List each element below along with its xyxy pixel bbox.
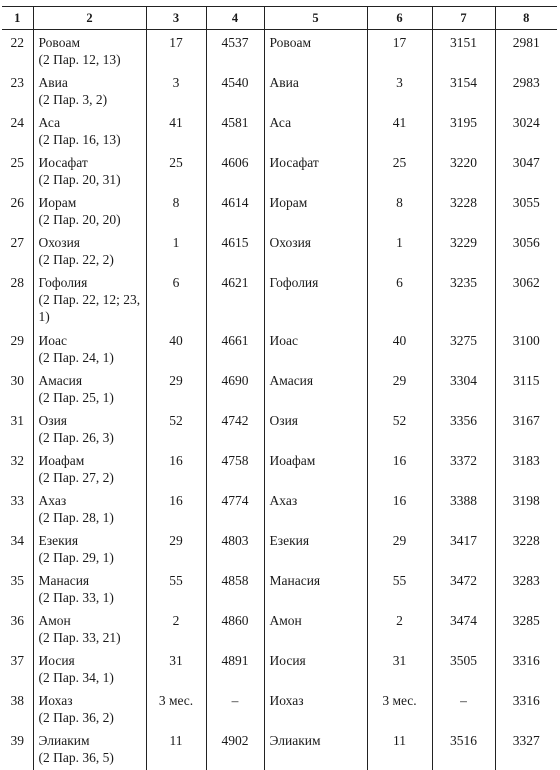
year-c: 3183 (495, 450, 557, 490)
row-number: 36 (2, 610, 33, 650)
king-name: Езекия (39, 533, 79, 548)
year-a: 4891 (206, 650, 264, 690)
year-b: – (432, 690, 495, 730)
reign-years-b: 55 (367, 570, 432, 610)
scripture-reference: (2 Пар. 36, 5) (39, 749, 143, 766)
year-b: 3472 (432, 570, 495, 610)
year-b: 3154 (432, 72, 495, 112)
reign-years-a: 16 (146, 450, 206, 490)
year-b: 3151 (432, 30, 495, 73)
year-b: 3220 (432, 152, 495, 192)
year-c: 3228 (495, 530, 557, 570)
column-header-5: 5 (264, 7, 367, 30)
column-header-2: 2 (33, 7, 146, 30)
scripture-reference: (2 Пар. 22, 12; 23, 1) (39, 291, 143, 325)
table-row (2, 192, 557, 232)
year-a: 4581 (206, 112, 264, 152)
table-row (2, 272, 557, 330)
year-b: 3275 (432, 330, 495, 370)
table-row (2, 650, 557, 690)
scripture-reference: (2 Пар. 24, 1) (39, 349, 143, 366)
king-name: Аса (39, 115, 61, 130)
table-row (2, 730, 557, 770)
row-number: 29 (2, 330, 33, 370)
king-name-b: Иорам (264, 192, 367, 232)
king-name-b: Озия (264, 410, 367, 450)
scripture-reference: (2 Пар. 28, 1) (39, 509, 143, 526)
king-name: Иосия (39, 653, 75, 668)
reign-years-a: 8 (146, 192, 206, 232)
year-b: 3516 (432, 730, 495, 770)
king-name-cell (33, 690, 146, 730)
reign-years-a: 6 (146, 272, 206, 330)
column-header-7: 7 (432, 7, 495, 30)
king-name-b: Амон (264, 610, 367, 650)
king-name-cell (33, 112, 146, 152)
reign-years-a: 2 (146, 610, 206, 650)
reign-years-b: 31 (367, 650, 432, 690)
reign-years-b: 29 (367, 530, 432, 570)
scripture-reference: (2 Пар. 33, 1) (39, 589, 143, 606)
king-name-b: Езекия (264, 530, 367, 570)
king-name: Озия (39, 413, 68, 428)
reign-years-b: 8 (367, 192, 432, 232)
scripture-reference: (2 Пар. 22, 2) (39, 251, 143, 268)
king-name: Ахаз (39, 493, 67, 508)
king-name-cell (33, 370, 146, 410)
king-name-cell (33, 152, 146, 192)
row-number: 39 (2, 730, 33, 770)
row-number: 33 (2, 490, 33, 530)
king-name: Иохаз (39, 693, 73, 708)
year-c: 3062 (495, 272, 557, 330)
row-number: 28 (2, 272, 33, 330)
column-header-3: 3 (146, 7, 206, 30)
king-name-b: Иоафам (264, 450, 367, 490)
king-name-cell (33, 490, 146, 530)
scripture-reference: (2 Пар. 29, 1) (39, 549, 143, 566)
king-name-cell (33, 610, 146, 650)
king-name: Авиа (39, 75, 68, 90)
scripture-reference: (2 Пар. 12, 13) (39, 51, 143, 68)
king-name-b: Аса (264, 112, 367, 152)
year-b: 3228 (432, 192, 495, 232)
king-name: Иоас (39, 333, 67, 348)
scripture-reference: (2 Пар. 20, 20) (39, 211, 143, 228)
year-a: – (206, 690, 264, 730)
year-a: 4758 (206, 450, 264, 490)
reign-years-b: 40 (367, 330, 432, 370)
reign-years-b: 29 (367, 370, 432, 410)
king-name-b: Манасия (264, 570, 367, 610)
table-row (2, 152, 557, 192)
scripture-reference: (2 Пар. 27, 2) (39, 469, 143, 486)
year-c: 3024 (495, 112, 557, 152)
year-c: 2981 (495, 30, 557, 73)
column-header-4: 4 (206, 7, 264, 30)
column-header-1: 1 (2, 7, 33, 30)
row-number: 35 (2, 570, 33, 610)
scripture-reference: (2 Пар. 36, 2) (39, 709, 143, 726)
king-name: Элиаким (39, 733, 90, 748)
header-row (2, 7, 557, 30)
year-b: 3304 (432, 370, 495, 410)
scripture-reference: (2 Пар. 20, 31) (39, 171, 143, 188)
scripture-reference: (2 Пар. 16, 13) (39, 131, 143, 148)
reign-years-a: 55 (146, 570, 206, 610)
row-number: 27 (2, 232, 33, 272)
row-number: 26 (2, 192, 33, 232)
year-b: 3356 (432, 410, 495, 450)
table-body (2, 30, 557, 770)
reign-years-a: 52 (146, 410, 206, 450)
king-name-b: Иохаз (264, 690, 367, 730)
row-number: 37 (2, 650, 33, 690)
row-number: 31 (2, 410, 33, 450)
king-name: Иорам (39, 195, 77, 210)
king-name-cell (33, 330, 146, 370)
reign-years-b: 16 (367, 450, 432, 490)
year-c: 3056 (495, 232, 557, 272)
king-name: Гофолия (39, 275, 88, 290)
year-b: 3388 (432, 490, 495, 530)
year-c: 3316 (495, 650, 557, 690)
table-row (2, 570, 557, 610)
year-b: 3505 (432, 650, 495, 690)
king-name-cell (33, 570, 146, 610)
reign-years-a: 31 (146, 650, 206, 690)
table-row (2, 690, 557, 730)
table-row (2, 370, 557, 410)
year-a: 4614 (206, 192, 264, 232)
year-a: 4661 (206, 330, 264, 370)
king-name-b: Элиаким (264, 730, 367, 770)
column-header-8: 8 (495, 7, 557, 30)
scripture-reference: (2 Пар. 3, 2) (39, 91, 143, 108)
reign-years-b: 52 (367, 410, 432, 450)
year-a: 4621 (206, 272, 264, 330)
king-name-b: Ровоам (264, 30, 367, 73)
row-number: 22 (2, 30, 33, 73)
king-name-cell (33, 650, 146, 690)
year-b: 3417 (432, 530, 495, 570)
year-c: 3316 (495, 690, 557, 730)
year-c: 2983 (495, 72, 557, 112)
year-b: 3195 (432, 112, 495, 152)
king-name-cell (33, 30, 146, 73)
king-name-cell (33, 232, 146, 272)
table-row (2, 450, 557, 490)
table-row (2, 530, 557, 570)
reign-years-b: 41 (367, 112, 432, 152)
reign-years-b: 25 (367, 152, 432, 192)
year-c: 3285 (495, 610, 557, 650)
reign-years-b: 3 (367, 72, 432, 112)
king-name: Манасия (39, 573, 90, 588)
king-name-b: Иосия (264, 650, 367, 690)
reign-years-b: 2 (367, 610, 432, 650)
year-a: 4803 (206, 530, 264, 570)
king-name-cell (33, 192, 146, 232)
king-name: Амасия (39, 373, 83, 388)
reign-years-b: 11 (367, 730, 432, 770)
year-c: 3115 (495, 370, 557, 410)
year-b: 3235 (432, 272, 495, 330)
year-c: 3167 (495, 410, 557, 450)
table-row (2, 232, 557, 272)
reign-years-a: 11 (146, 730, 206, 770)
king-name-cell (33, 450, 146, 490)
year-a: 4690 (206, 370, 264, 410)
king-name-b: Авиа (264, 72, 367, 112)
table-row (2, 30, 557, 73)
king-name-cell (33, 72, 146, 112)
king-name-b: Иосафат (264, 152, 367, 192)
year-a: 4774 (206, 490, 264, 530)
year-a: 4902 (206, 730, 264, 770)
kings-chronology-table (2, 6, 557, 770)
year-c: 3055 (495, 192, 557, 232)
king-name: Иоафам (39, 453, 85, 468)
reign-years-a: 3 (146, 72, 206, 112)
year-b: 3474 (432, 610, 495, 650)
year-c: 3327 (495, 730, 557, 770)
year-a: 4742 (206, 410, 264, 450)
king-name: Амон (39, 613, 71, 628)
year-c: 3047 (495, 152, 557, 192)
year-b: 3372 (432, 450, 495, 490)
reign-years-a: 17 (146, 30, 206, 73)
king-name: Ровоам (39, 35, 81, 50)
table-row (2, 330, 557, 370)
king-name-cell (33, 730, 146, 770)
table-row (2, 490, 557, 530)
table-row (2, 410, 557, 450)
reign-years-b: 17 (367, 30, 432, 73)
year-c: 3100 (495, 330, 557, 370)
king-name: Иосафат (39, 155, 88, 170)
reign-years-b: 16 (367, 490, 432, 530)
table-row (2, 72, 557, 112)
row-number: 25 (2, 152, 33, 192)
reign-years-a: 25 (146, 152, 206, 192)
scripture-reference: (2 Пар. 26, 3) (39, 429, 143, 446)
king-name-b: Амасия (264, 370, 367, 410)
year-a: 4615 (206, 232, 264, 272)
king-name: Охозия (39, 235, 81, 250)
year-a: 4858 (206, 570, 264, 610)
row-number: 34 (2, 530, 33, 570)
table-header (2, 7, 557, 30)
year-a: 4606 (206, 152, 264, 192)
scripture-reference: (2 Пар. 25, 1) (39, 389, 143, 406)
row-number: 38 (2, 690, 33, 730)
king-name-b: Охозия (264, 232, 367, 272)
year-c: 3198 (495, 490, 557, 530)
table-row (2, 610, 557, 650)
king-name-b: Ахаз (264, 490, 367, 530)
reign-years-a: 29 (146, 370, 206, 410)
reign-years-b: 6 (367, 272, 432, 330)
row-number: 32 (2, 450, 33, 490)
reign-years-a: 40 (146, 330, 206, 370)
year-c: 3283 (495, 570, 557, 610)
row-number: 23 (2, 72, 33, 112)
reign-years-b: 3 мес. (367, 690, 432, 730)
reign-years-a: 3 мес. (146, 690, 206, 730)
year-a: 4540 (206, 72, 264, 112)
king-name-cell (33, 272, 146, 330)
reign-years-b: 1 (367, 232, 432, 272)
row-number: 24 (2, 112, 33, 152)
reign-years-a: 16 (146, 490, 206, 530)
reign-years-a: 1 (146, 232, 206, 272)
king-name-b: Гофолия (264, 272, 367, 330)
year-a: 4537 (206, 30, 264, 73)
king-name-b: Иоас (264, 330, 367, 370)
king-name-cell (33, 530, 146, 570)
king-name-cell (33, 410, 146, 450)
reign-years-a: 29 (146, 530, 206, 570)
reign-years-a: 41 (146, 112, 206, 152)
year-a: 4860 (206, 610, 264, 650)
table-row (2, 112, 557, 152)
year-b: 3229 (432, 232, 495, 272)
row-number: 30 (2, 370, 33, 410)
column-header-6: 6 (367, 7, 432, 30)
scripture-reference: (2 Пар. 34, 1) (39, 669, 143, 686)
scripture-reference: (2 Пар. 33, 21) (39, 629, 143, 646)
